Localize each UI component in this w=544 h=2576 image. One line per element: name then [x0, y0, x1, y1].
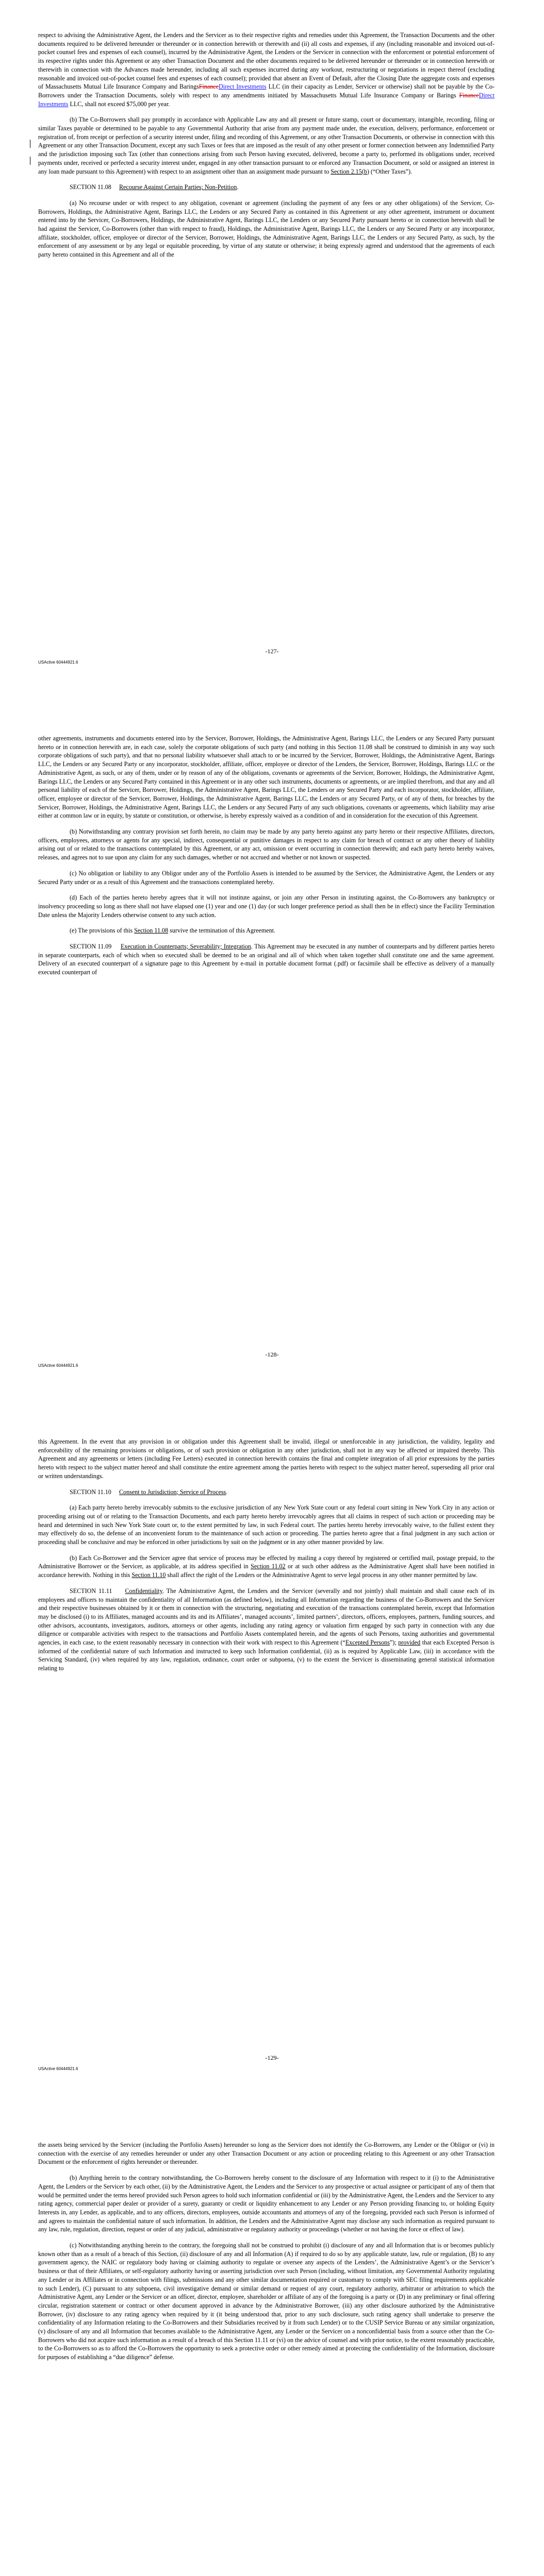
page-number: -129-: [265, 2054, 279, 2061]
section-number: SECTION 11.08: [70, 183, 111, 191]
section-reference-link[interactable]: Section 11.10: [131, 1571, 166, 1579]
paragraph-b: (b) Anything herein to the contrary notwithstanding, the Co-Borrowers hereby consent to the disclosure of any Information with respect to it (i) to the Administrative Agent, the Lenders or the Servicer by each other, (ii) by the Administrative Agent, the Lenders and the Servicer to any prospective or actual assignee or participant of any of them that would be permitted under the terms hereof provided such Person agrees to hold such information confidential or (iii) by the Administrative Agent, the Lenders and the Servicer to any rating agency, commercial paper dealer or provider of a surety, guaranty or credit or liquidity enhancement to any Lender or any Person providing financing to, or holding Equity Interests in, any Lender, as applicable, and to any officers, directors, employees, outside accountants and attorneys of any of the foregoing, provided each such Person is informed of and agrees to maintain the confidential nature of such information. In addition, the Lenders and the Administrative Agent may disclose any such information as required pursuant to any law, rule, regulation, direction, request or order of any judicial, administrative or regulatory authority or proceedings (whether or not having the force or effect of law).: [38, 2174, 494, 2233]
paragraph-a: (a) No recourse under or with respect to any obligation, covenant or agreement (including the payment of any fees or any other obligations) of the Servicer, Co-Borrowers, Holdings, the Administrative Agent, Barings LLC, the Lenders or any Secured Party as contained in this Agreement or any other agreement, instrument or document entered into by the Servicer, Co-Borrowers, Holdings, the Administrative Agent, Barings LLC, the Lenders or any Secured Party pursuant hereto or in connection herewith shall be had against the Servicer, Co-Borrowers (other than with respect to fraud), Holdings, the Administrative Agent, Barings LLC, the Lenders or any Secured Party or any incorporator, affiliate, stockholder, officer, employee or director of the Servicer, Borrower, Holdings, the Administrative Agent, Barings LLC, the Lenders or any Secured Party, as such, by the enforcement of any assessment or by any legal or equitable proceeding, by virtue of any statute or otherwise; it being expressly agreed and understood that the agreements of each party hereto contained in this Agreement and all of the: [38, 199, 494, 259]
section-heading: SECTION 11.08 Recourse Against Certain Parties; Non-Petition.: [70, 183, 239, 191]
section-reference-link[interactable]: Section 11.08: [134, 927, 169, 935]
page-content: [38, 31, 494, 266]
paragraph-b: (b) Notwithstanding any contrary provision set forth herein, no claim may be made by any party hereto against any party hereto or their respective Affiliates, directors, officers, employees, attorneys or agents for any special, indirect, consequential or punitive damages in respect to any claim for breach of contract or any other theory of liability arising out of or related to the transactions contemplated by this Agreement, or any act, omission or event occurring in connection therewith; and each party hereto hereby waives, releases, and agrees not to sue upon any claim for any such damages, whether or not accrued and whether or not known or suspected.: [38, 828, 494, 861]
section-title: Consent to Jurisdiction; Service of Process: [119, 1488, 226, 1496]
section-number: SECTION 11.09: [70, 943, 112, 951]
section-reference-link[interactable]: Section 2.15(b): [331, 167, 369, 175]
paragraph-b: (b) The Co-Borrowers shall pay promptly in accordance with Applicable Law any and all present or future stamp, court or documentary, intangible, recording, filing or similar Taxes payable or determined to be payable to any Governmental Authority that arise from any payment made under, the execution, delivery, performance, enforcement or registration of, from receipt or perfection of a security interest under, filing and recording of this Agreement, or any other Transaction Documents, or otherwise in connection with this Agreement or any other Transaction Document, except any such Taxes or fees that are imposed as the result of any other present or former connection between any Indemnified Party and the jurisdiction imposing such Tax (other than connections arising from such Person having executed, delivered, become a party to, performed its obligations under, received payments under, received or perfected a security interest under, engaged in any other transaction pursuant to or enforced any Transaction Document, or sold or assigned an interest in any loan made pursuant to this Agreement) with respect to an assignment other than an assignment made pursuant to Section 2.15(b) (“Other Taxes”).: [38, 116, 494, 175]
section-heading: SECTION 11.10 Consent to Jurisdiction; Service of Process.: [70, 1488, 228, 1496]
section-title: Execution in Counterparts; Severability; Integration: [120, 943, 251, 951]
defined-term: Excepted Persons: [345, 1639, 390, 1647]
document-page-129: [0, 1406, 544, 2110]
document-page-130: [0, 2110, 544, 2576]
paragraph-a: (a) Each party hereto hereby irrevocably submits to the exclusive jurisdiction of any New York State court or any federal court sitting in New York City in any action or proceeding arising out of or relating to the Transaction Documents, and each party hereto hereby irrevocably agrees that all claims in respect of such action or proceeding may be heard and determined in such New York State court or, to the extent permitted by law, in such Federal court. The parties hereto hereby irrevocably waive, to the fullest extent they may effectively do so, the defense of an inconvenient forum to the maintenance of such action or proceeding. The parties hereto agree that a final judgment in any such action or proceeding shall be conclusive and may be enforced in other jurisdictions by suit on the judgment or in any other manner provided by law.: [38, 1504, 494, 1546]
section-paragraph: SECTION 11.11 Confidentiality. The Administrative Agent, the Lenders and the Servicer (severally and not jointly) shall maintain and shall cause each of its employees and officers to maintain the confidentiality of all Information (as defined below), including all Information regarding the business of the Co-Borrowers and the Servicer and their respective businesses obtained by it or them in connection with the structuring, negotiating and execution of the transactions contemplated herein, except that Information may be disclosed (i) to its Affiliates, managed accounts and its and its Affiliates’, managed accounts’, limited partners’, directors, officers, employees, partners, funding sources, and other advisors, accountants, investigators, auditors, attorneys or other agents, including any rating agency or valuation firm engaged by such party in connection with any due diligence or comparable activities with respect to the transactions and Portfolio Assets contemplated herein, and the agents of such Persons, taxing authorities and governmental agencies, in each case, to the extent reasonably necessary in connection with their work with respect to this Agreement (“Excepted Persons”); provided that each Excepted Person is informed of the confidential nature of such Information and instructed to keep such Information confidential, (ii) as is required by Applicable Law, (iii) in accordance with the Servicing Standard, (iv) when required by any law, regulation, ordinance, court order or subpoena, (v) to the extent the Servicer is disseminating general statistical information relating to: [38, 1587, 494, 1672]
inserted-text: Direct Investments: [219, 83, 267, 91]
paragraph-c: (c) No obligation or liability to any Obligor under any of the Portfolio Assets is intended to be assumed by the Servicer, the Administrative Agent, the Lenders or any Secured Party under or as a result of this Agreement and the transactions contemplated hereby.: [38, 869, 494, 886]
paragraph-c: (c) Notwithstanding anything herein to the contrary, the foregoing shall not be construed to prohibit (i) disclosure of any and all Information that is or becomes publicly known other than as a result of a breach of this Section, (ii) disclosure of any and all Information (A) if required to do so by any applicable statute, law, rule or regulation, (B) to any government agency, the NAIC or regulatory body having or claiming authority to regulate or oversee any aspects of the Lenders’, the Administrative Agent’s or the Servicer’s business or that of their Affiliates, or self-regulatory authority having or asserting jurisdiction over such Person (including, without limitation, any Governmental Authority regulating any Lender or its Affiliates or in connection with filings, submissions and any other similar documentation required or customary to comply with SEC filing requirements applicable to such Lender), (C) pursuant to any subpoena, civil investigative demand or similar demand or request of any court, regulatory authority, arbitrator or arbitration to which the Administrative Agent, any Lender or the Servicer or an officer, director, employee, shareholder or affiliate of any of the foregoing is a party or (D) in any preliminary or final offering circular, registration statement or contract or other document approved in advance by the Administrative Borrower, (iii) any other disclosure authorized by the Administrative Borrower, (iv) disclosure to any rating agency when required by it (it being understood that, prior to any such disclosure, such rating agency shall undertake to preserve the confidentiality of any Information relating to the Co-Borrowers and their Subsidiaries received by it from such Lender) or to the CUSIP Service Bureau or any similar organization, (v) disclosure of any and all Information that becomes available to the Administrative Agent, any Lender or the Servicer on a nonconfidential basis from a source other than the Co-Borrowers who did not acquire such information as a result of a breach of this Section 11.11 or (vi) on the advice of counsel and with prior notice, to the extent reasonably practicable, to the Co-Borrowers so as to afford the Co-Borrowers the opportunity to seek a protective order or other remedy aimed at protecting the confidentiality of the Information, disclosure for purposes of establishing a “due diligence” defense.: [38, 2242, 494, 2361]
page-content: [38, 734, 494, 984]
page-number: -128-: [265, 1351, 279, 1358]
document-page-128: [0, 703, 544, 1406]
section-paragraph: SECTION 11.09 Execution in Counterparts; Severability; Integration. This Agreement may be executed in any number of counterparts and by different parties hereto in separate counterparts, each of which when so executed shall be deemed to be an original and all of which when taken together shall constitute one and the same agreement. Delivery of an executed counterpart of a signature page to this Agreement by e-mail in portable document format (.pdf) or facsimile shall be effective as delivery of a manually executed counterpart of: [38, 943, 494, 976]
inserted-text: Direct Investments: [38, 91, 494, 108]
deleted-text: Finance: [459, 91, 479, 99]
paragraph-e: (e) The provisions of this Section 11.08 survive the termination of this Agreement.: [70, 927, 276, 935]
document-id: USActive 60444921.6: [38, 1363, 78, 1368]
paragraph: other agreements, instruments and documents entered into by the Servicer, Borrower, Holdings, the Administrative Agent, Barings LLC, the Lenders or any Secured Party pursuant hereto or in connection herewith are, in each case, solely the corporate obligations of such party (and nothing in this Section 11.08 shall be construed to diminish in any way such corporate obligations of such party), and that no personal liability whatsoever shall attach to or be incurred by the Servicer, Borrower, Holdings, the Administrative Agent, Barings LLC, the Lenders or any Secured Party or any incorporator, stockholder, affiliate, officer, employee or director of the Lenders, the Servicer, Borrower, Holdings, Barings LLC or the Administrative Agent, as such, or any of them, under or by reason of any of the obligations, covenants or agreements of the Servicer, Borrower, Holdings, the Administrative Agent, Barings LLC, the Lenders or any Secured Party contained in this Agreement or in any other such instruments, documents or agreements, or are implied therefrom, and that any and all personal liability of each of the Servicer, Borrower, Holdings, the Administrative Agent, Barings LLC, the Lenders or any Secured Party and each incorporator, stockholder, affiliate, officer, employee or director of the Servicer, Borrower, Holdings, the Administrative Agent, Barings LLC, the Lenders or any Secured Party, or of any of them, for breaches by the Servicer, Borrower, Holdings, the Administrative Agent, Barings LLC, the Lenders or any Secured Party of any such obligations, covenants or agreements, which liability may arise either at common law or in equity, by statute or constitution, or otherwise, is hereby expressly waived as a condition of and in consideration for the execution of this Agreement.: [38, 735, 494, 820]
section-title: Confidentiality: [125, 1587, 162, 1595]
proviso-term: provided: [398, 1639, 421, 1647]
section-title: Recourse Against Certain Parties; Non-Petition: [119, 183, 237, 191]
paragraph: this Agreement. In the event that any provision in or obligation under this Agreement shall be invalid, illegal or unenforceable in any jurisdiction, the validity, legality and enforceability of the remaining provisions or obligations, or of such provision or obligation in any other jurisdiction, shall not in any way be affected or impaired thereby. This Agreement and any agreements or letters (including Fee Letters) executed in connection herewith contains the final and complete integration of all prior expressions by the parties hereto with respect to the subject matter hereof and shall constitute the entire agreement among the parties hereto with respect to the subject matter hereof, superseding all prior oral or written understandings.: [38, 1438, 494, 1480]
section-reference-link[interactable]: Section 11.02: [251, 1563, 286, 1570]
section-number: SECTION 11.11: [70, 1587, 112, 1595]
deleted-text: Finance: [199, 83, 219, 91]
page-content: [38, 2141, 494, 2369]
document-id: USActive 60444921.6: [38, 2066, 78, 2071]
paragraph-b: (b) Each Co-Borrower and the Servicer agree that service of process may be effected by mailing a copy thereof by registered or certified mail, postage prepaid, to the Administrative Borrower or the Servicer, as applicable, at its address specified in Section 11.02 or at such other address as the Administrative Agent shall have been notified in accordance herewith. Nothing in this Section 11.10 shall affect the right of the Lenders or the Administrative Agent to serve legal process in any other manner permitted by law.: [38, 1554, 494, 1579]
page-content: [38, 1437, 494, 1680]
paragraph: the assets being serviced by the Servicer (including the Portfolio Assets) hereunder so long as the Servicer does not identify the Co-Borrowers, any Lender or the Obligor or (vi) in connection with the exercise of any remedies hereunder or under any other Transaction Document or any action or proceeding relating to this Agreement or any other Transaction Document or the enforcement of rights hereunder or thereunder.: [38, 2141, 494, 2166]
section-number: SECTION 11.10: [70, 1488, 111, 1496]
paragraph: respect to advising the Administrative Agent, the Lenders and the Servicer as to their respective rights and remedies under this Agreement, the Transaction Documents and the other documents required to be delivered hereunder or thereunder or in connection herewith or therewith and (ii) all costs and expenses, if any (including reasonable and invoiced out-of-pocket counsel fees and expenses of each counsel), incurred by the Administrative Agent, the Lenders or the Servicer in connection with the enforcement or potential enforcement of its respective rights under this Agreement or any other Transaction Document and the other documents required to be delivered hereunder or thereunder or in connection herewith or therewith in connection with the Advances made hereunder, including all such expenses incurred during any workout, restructuring or negotiations in respect thereof (excluding reasonable and invoiced out-of-pocket counsel fees and expenses of each counsel); provided that absent an Event of Default, after the Closing Date the aggregate costs and expenses of Massachusetts Mutual Life Insurance Company and BaringsFinanceDirect Investments LLC (in their capacity as Lender, Servicer or otherwise) shall not be payable by the Co-Borrowers under the Transaction Documents, solely with respect to any amendments initiated by Massachusetts Mutual Life Insurance Company or Barings FinanceDirect Investments LLC, shall not exceed $75,000 per year.: [38, 31, 495, 108]
paragraph-d: (d) Each of the parties hereto hereby agrees that it will not institute against, or join any other Person in instituting against, the Co-Borrowers any bankruptcy or insolvency proceeding so long as there shall not have elapsed one (1) year and one (1) day (or such longer preference period as shall then be in effect) since the Facility Termination Date unless the Majority Lenders otherwise consent to any such action.: [38, 894, 494, 919]
document-page-127: [0, 0, 544, 703]
page-number: -127-: [265, 648, 279, 655]
document-id: USActive 60444921.6: [38, 660, 78, 665]
